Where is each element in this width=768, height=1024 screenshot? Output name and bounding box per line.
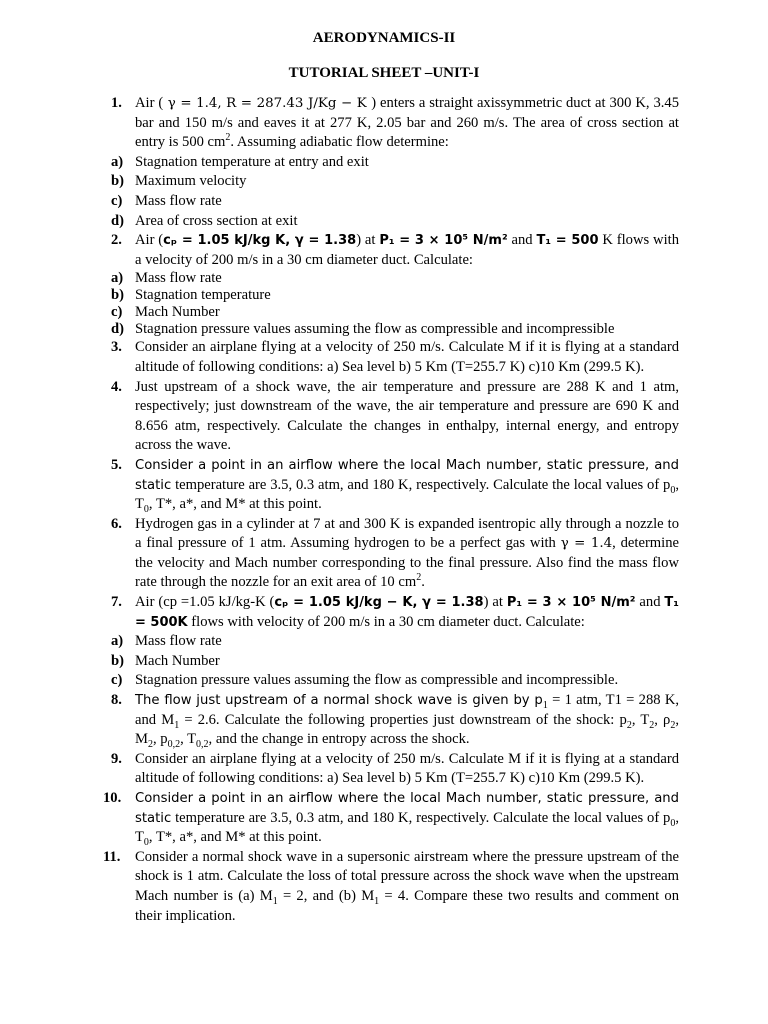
question-number: 7. — [111, 594, 122, 611]
sub-question: b) Mach Number — [111, 652, 220, 669]
question-number: 4. — [111, 378, 122, 395]
sub-question: c) Stagnation pressure values assuming the flow as compressible and incompressible. — [111, 672, 619, 689]
question-number: 5. — [111, 456, 122, 473]
formula: P₁ = 3 × 10⁵ N/m² — [379, 233, 508, 249]
question-number: 6. — [111, 515, 122, 532]
sub-question: d) Area of cross section at exit — [111, 212, 298, 229]
sub-question: b) Maximum velocity — [111, 173, 247, 190]
question-number: 3. — [111, 339, 122, 356]
sub-question: b) Stagnation temperature — [111, 287, 271, 304]
sub-question: d) Stagnation pressure values assuming the flow as compressible and incompressible — [111, 321, 615, 338]
formula: cₚ = 1.05 kJ/kg K, γ = 1.38 — [163, 233, 357, 249]
question-number: 2. — [111, 232, 122, 249]
question-11: 11. Consider a normal shock wave in a supersonic airstream where the pressure upstream of the shock is 1 atm. Calculate the loss of total pressure across the shock wave when the upstream Mach number is (a) $M_1 = 2$, and (b) $M_1 = 4$. Compare these two results and comment on their implication. — [103, 848, 679, 924]
question-number: 9. — [111, 750, 122, 767]
question-number: 11. — [103, 848, 121, 865]
formula: T₁ = 500K — [135, 595, 679, 630]
question-number: 1. — [111, 95, 122, 111]
question-3: 3. Consider an airplane flying at a velocity of 250 m/s. Calculate M if it is flying at a standard altitude of following conditions: a) Sea level b) 5 Km (T=255.7 K) c)10 Km (299.5 K). — [111, 339, 679, 375]
formula: γ = 1.4, R = 287.43 J/Kg − K — [163, 96, 372, 111]
formula: P₁ = 3 × 10⁵ N/m² — [506, 595, 636, 611]
question-7: 7. Air (cp =1.05 kJ/kg-K (cₚ = 1.05 kJ/kg − K, γ = 1.38) at P₁ = 3 × 10⁵ N/m² and T₁ = 500K flows with velocity of 200 m/s in a 30 cm diameter duct. Calculate: — [111, 594, 679, 630]
sub-question: a) Stagnation temperature at entry and exit — [111, 153, 369, 170]
question-number: 8. — [111, 692, 122, 709]
question-number: 10. — [103, 790, 122, 806]
sub-question: c) Mach Number — [111, 304, 220, 321]
sub-question: a) Mass flow rate — [111, 270, 222, 287]
formula: cₚ = 1.05 kJ/kg − K, γ = 1.38 — [274, 595, 484, 611]
question-4: 4. Just upstream of a shock wave, the air temperature and pressure are 288 K and 1 atm, respectively; just downstream of the wave, the air temperature and pressure are 690 K and 8.656 atm, respectively. Calculate the changes in enthalpy, internal energy, and entropy across the wave. — [111, 378, 679, 454]
document-title: AERODYNAMICS-II — [312, 30, 456, 46]
question-1: 1. Air ( γ = 1.4, R = 287.43 J/Kg − K ) enters a straight axissymmetric duct at 300 K, 3.45 bar and 150 m/s and eaves it at 277 K, 2.05 bar and 260 m/s. The area of cross section at entry is 500 $cm^2$. Assuming adiabatic flow determine: — [111, 95, 679, 151]
question-list — [103, 94, 680, 926]
question-10: 10. Consider a point in an airflow where the local Mach number, static pressure, and static temperature are 3.5, 0.3 atm, and 180 K, respectively. Calculate the local values of $p_0$, $T_0$, T*, a*, and M* at this point. — [103, 790, 679, 849]
question-8: 8. The flow just upstream of a normal shock wave is given by $p_1 = 1$ atm, T1 = 288 K, and $M_1 = 2.6$. Calculate the following properties just downstream of the shock: $p_2$, $T_2$, $\rho_2$, $M_2$, $p_{0,2}$, $T_{0,2}$, and the change in entropy across the shock. — [111, 692, 680, 751]
question-5: 5. Consider a point in an airflow where the local Mach number, static pressure, and static temperature are 3.5, 0.3 atm, and 180 K, respectively. Calculate the local values of $p_0$, $T_0$, T*, a*, and M* at this point. — [111, 456, 679, 515]
sub-question: a) Mass flow rate — [111, 633, 222, 650]
question-9: 9. Consider an airplane flying at a velocity of 250 m/s. Calculate M if it is flying at a standard altitude of following conditions: a) Sea level b) 5 Km (T=255.7 K) c)10 Km (299.5 K). — [111, 750, 679, 787]
formula: γ = 1.4 — [560, 536, 613, 552]
formula: T₁ = 500 — [536, 233, 599, 249]
sub-question: c) Mass flow rate — [111, 192, 222, 209]
question-6: 6. Hydrogen gas in a cylinder at 7 at and 300 K is expanded isentropic ally through a nozzle to a final pressure of 1 atm. Assuming hydrogen to be a perfect gas with γ = 1.4, determine the velocity and Mach number corresponding to the final pressure. Also find the mass flow rate through the nozzle for an exit area of 10 $cm^2$. — [111, 515, 679, 591]
document-subtitle: TUTORIAL SHEET –UNIT-I — [288, 65, 480, 81]
question-2: 2. Air (cₚ = 1.05 kJ/kg K, γ = 1.38) at P₁ = 3 × 10⁵ N/m² and T₁ = 500 K flows with a velocity of 200 m/s in a 30 cm diameter duct. Calculate: — [111, 232, 679, 268]
